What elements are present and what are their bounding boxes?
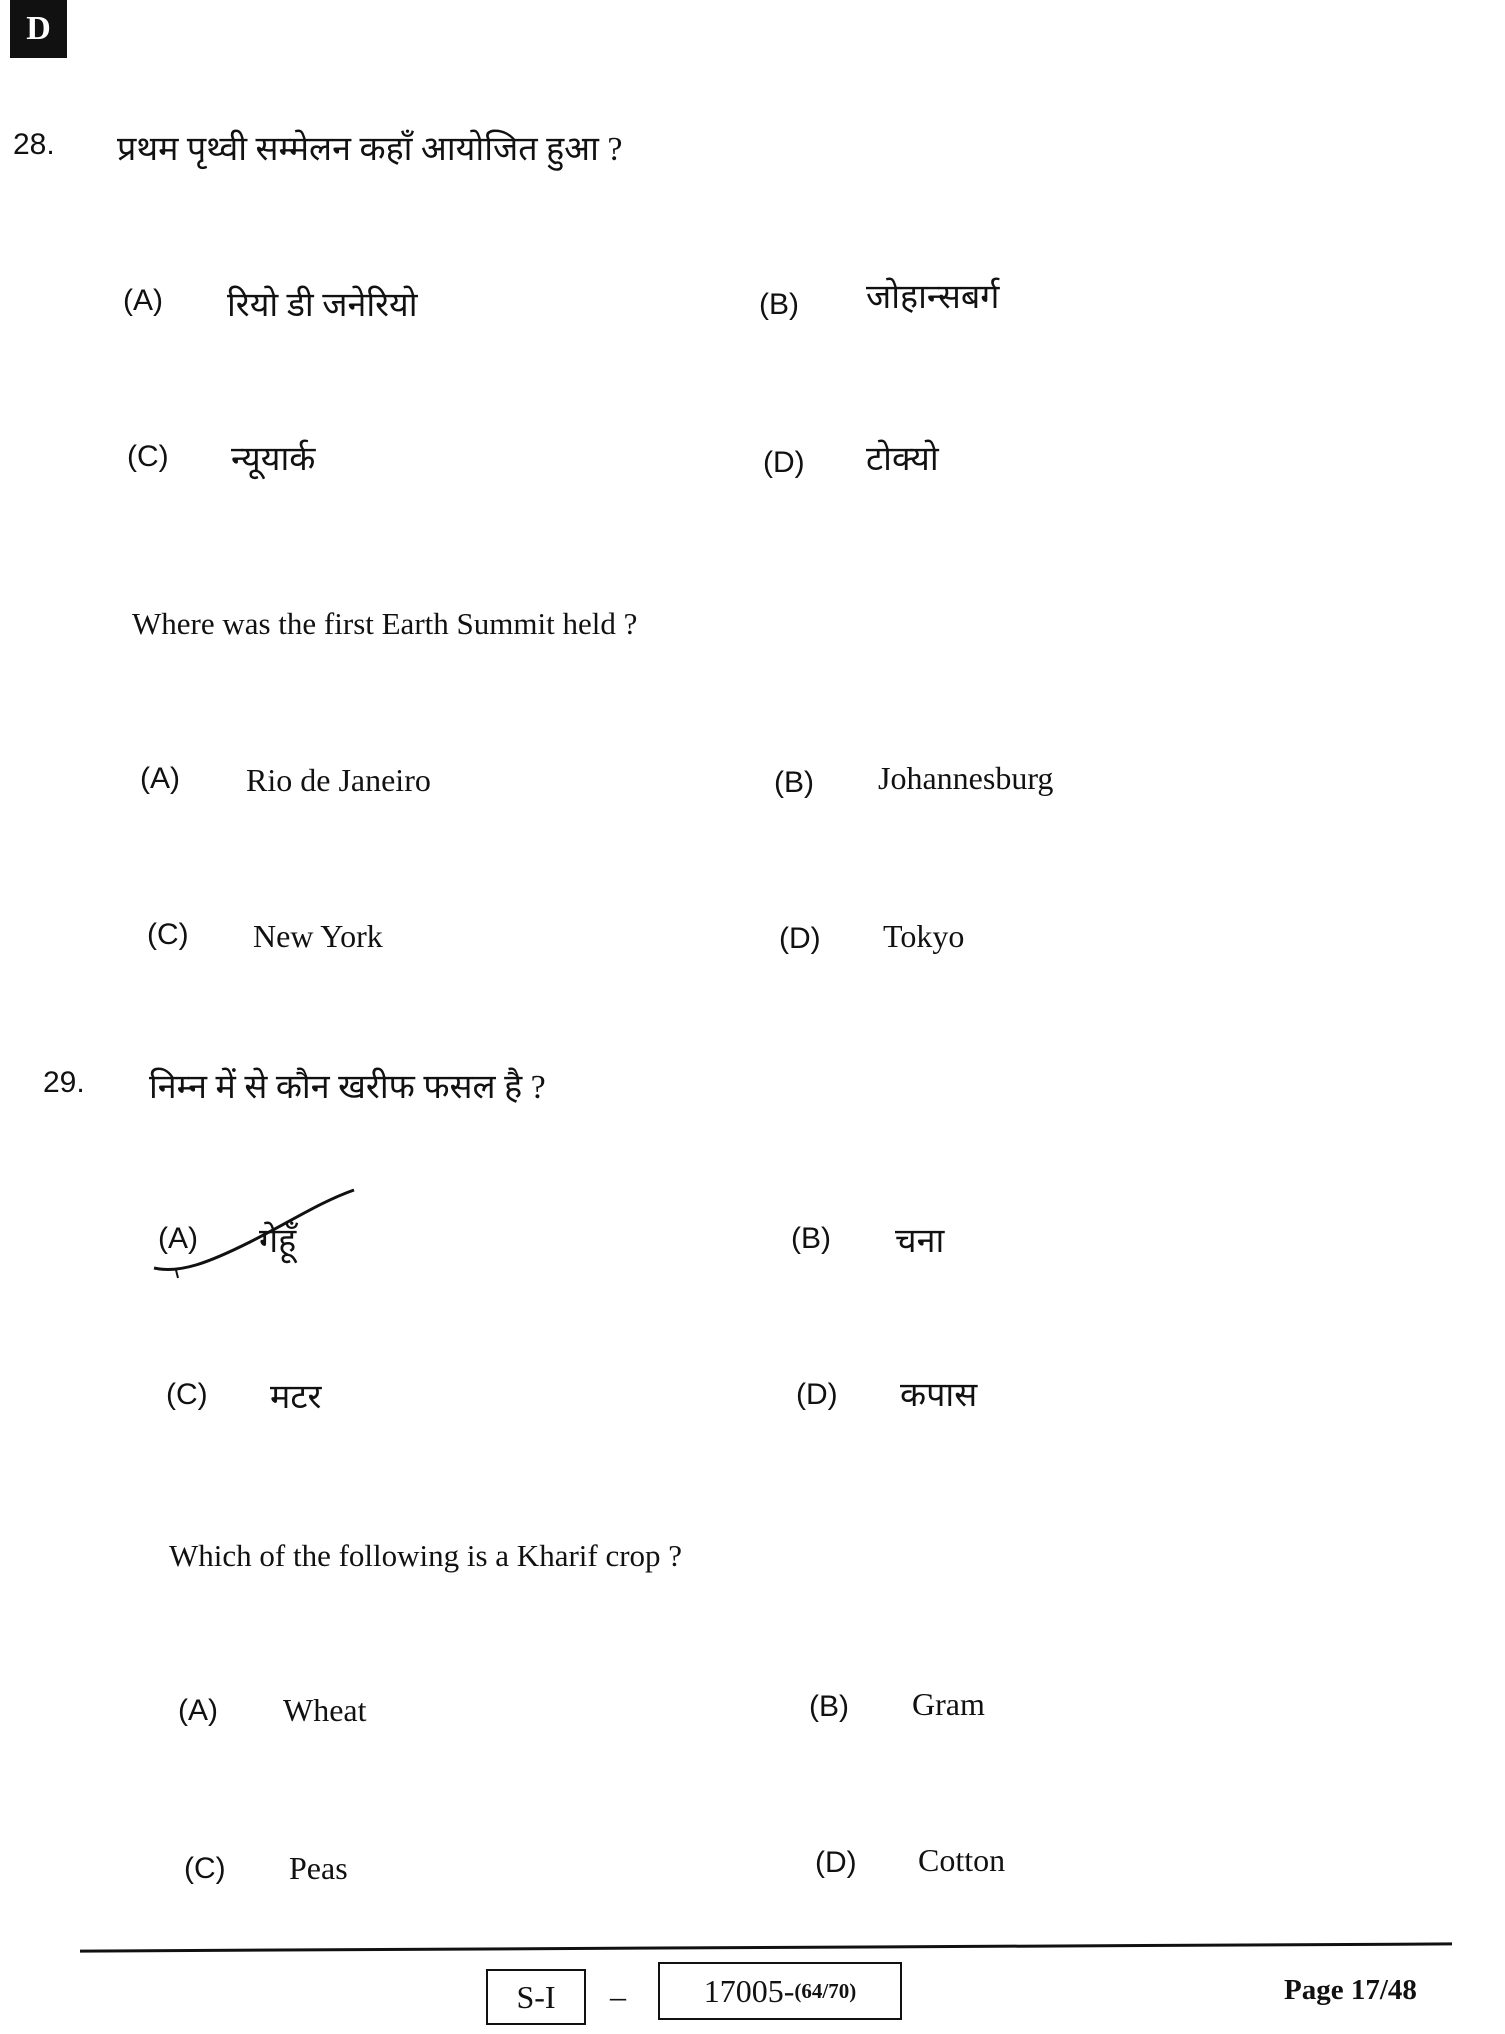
paper-code-suffix: (64/70) [794, 1978, 857, 2003]
option-text: रियो डी जनेरियो [227, 287, 418, 324]
option-text: टोक्यो [866, 441, 939, 478]
option-label: (C) [127, 440, 169, 473]
option-text: Tokyo [883, 918, 965, 954]
option-text: Cotton [918, 1842, 1006, 1878]
option-text: Rio de Janeiro [246, 762, 431, 798]
option-text: New York [253, 918, 383, 954]
booklet-series-badge: D [10, 0, 67, 58]
footer-rule [80, 1942, 1452, 1952]
option-label: (B) [791, 1222, 831, 1255]
page-number: Page 17/48 [1284, 1974, 1417, 2006]
question-text-hindi: प्रथम पृथ्वी सम्मेलन कहाँ आयोजित हुआ ? [117, 131, 623, 168]
option-label: (A) [123, 284, 163, 317]
option-label: (C) [166, 1378, 208, 1411]
option-text: न्यूयार्क [231, 441, 316, 478]
option-label: (D) [796, 1378, 838, 1411]
option-label: (C) [184, 1852, 226, 1885]
pen-tick-mark [150, 1182, 360, 1282]
option-label: (A) [158, 1222, 198, 1255]
option-text: Wheat [283, 1692, 367, 1728]
question-text-english: Where was the first Earth Summit held ? [132, 606, 638, 641]
option-label: (A) [140, 762, 180, 795]
option-text: जोहान्सबर्ग [866, 279, 1000, 316]
question-text-english: Which of the following is a Kharif crop ? [169, 1538, 683, 1573]
option-label: (C) [147, 918, 189, 951]
option-text: मटर [270, 1379, 322, 1416]
question-text-hindi: निम्न में से कौन खरीफ फसल है ? [149, 1069, 546, 1106]
option-label: (B) [759, 288, 799, 321]
paper-code-box [658, 1962, 902, 2020]
series-code: S-I [516, 1978, 556, 2015]
series-box [486, 1969, 586, 2025]
option-label: (B) [774, 766, 814, 799]
paper-code: 17005- [703, 1972, 795, 2009]
question-number: 28. [13, 128, 55, 161]
option-text: गेहूँ [259, 1223, 297, 1260]
question-number: 29. [43, 1066, 85, 1099]
option-label: (B) [809, 1690, 849, 1723]
footer-dash: – [610, 1978, 626, 2014]
option-text: Gram [912, 1686, 985, 1722]
option-text: चना [895, 1223, 945, 1260]
option-text: Peas [289, 1850, 348, 1886]
option-label: (A) [178, 1694, 218, 1727]
option-text: कपास [900, 1377, 978, 1414]
option-label: (D) [815, 1846, 857, 1879]
option-text: Johannesburg [878, 760, 1054, 796]
option-label: (D) [779, 922, 821, 955]
option-label: (D) [763, 446, 805, 479]
